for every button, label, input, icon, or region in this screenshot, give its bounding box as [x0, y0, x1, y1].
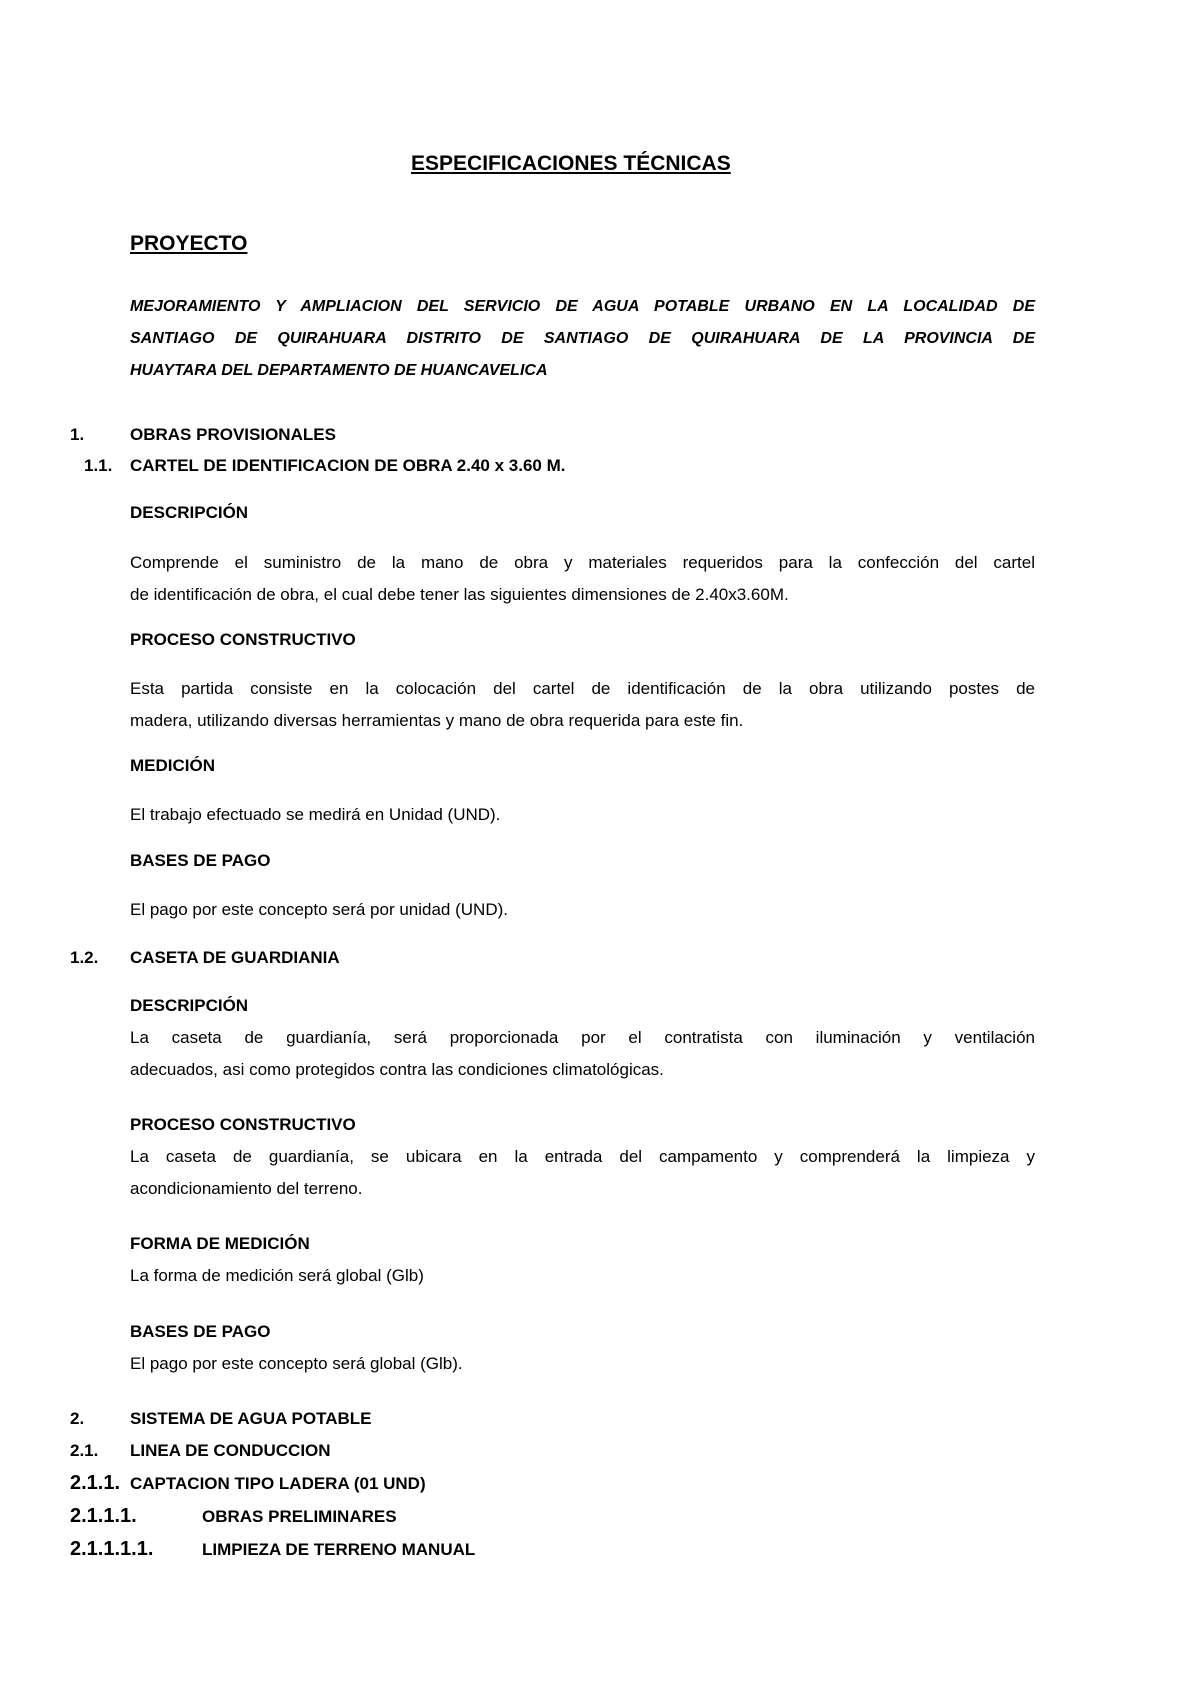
subsection-title: CAPTACION TIPO LADERA (01 UND): [130, 1474, 426, 1493]
descripcion-heading: DESCRIPCIÓN: [130, 503, 249, 522]
section-number: 1.: [70, 425, 85, 444]
descripcion-heading: DESCRIPCIÓN: [130, 996, 249, 1015]
paragraph-line: El pago por este concepto será global (Glb).: [130, 1354, 463, 1373]
section-title: OBRAS PROVISIONALES: [130, 425, 336, 444]
paragraph-line: adecuados, asi como protegidos contra las condiciones climatológicas.: [130, 1060, 664, 1079]
paragraph-line: madera, utilizando diversas herramientas y mano de obra requerida para este fin.: [130, 711, 744, 730]
proceso-heading: PROCESO CONSTRUCTIVO: [130, 630, 356, 649]
medicion-heading: MEDICIÓN: [130, 756, 215, 775]
proyecto-label: PROYECTO: [130, 232, 248, 255]
proceso-heading: PROCESO CONSTRUCTIVO: [130, 1115, 356, 1134]
proyecto-line-1: MEJORAMIENTO Y AMPLIACION DEL SERVICIO DE AGUA POTABLE URBANO EN LA LOCALIDAD DE: [130, 298, 1035, 315]
subsection-title: LINEA DE CONDUCCION: [130, 1441, 331, 1460]
subsection-number: 1.2.: [70, 948, 99, 967]
paragraph-line: La caseta de guardianía, se ubicara en la entrada del campamento y comprenderá la limpieza y: [130, 1147, 1035, 1166]
paragraph-line: La caseta de guardianía, será proporcionada por el contratista con iluminación y ventilación: [130, 1028, 1035, 1047]
section-number: 2.: [70, 1409, 85, 1428]
subsection-title: LIMPIEZA DE TERRENO MANUAL: [202, 1540, 476, 1559]
subsection-title: OBRAS PRELIMINARES: [202, 1507, 397, 1526]
paragraph-line: La forma de medición será global (Glb): [130, 1266, 424, 1285]
subsection-number: 2.1.1.1.: [70, 1505, 137, 1527]
proyecto-line-2: SANTIAGO DE QUIRAHUARA DISTRITO DE SANTIAGO DE QUIRAHUARA DE LA PROVINCIA DE: [130, 330, 1035, 347]
document-title: ESPECIFICACIONES TÉCNICAS: [411, 152, 731, 175]
paragraph-line: Esta partida consiste en la colocación del cartel de identificación de la obra utilizando postes de: [130, 679, 1035, 698]
paragraph-line: El trabajo efectuado se medirá en Unidad (UND).: [130, 805, 501, 824]
bases-pago-heading: BASES DE PAGO: [130, 851, 271, 870]
paragraph-line: de identificación de obra, el cual debe tener las siguientes dimensiones de 2.40x3.60M.: [130, 585, 789, 604]
paragraph-line: Comprende el suministro de la mano de obra y materiales requeridos para la confección del cartel: [130, 553, 1035, 572]
medicion-heading: FORMA DE MEDICIÓN: [130, 1234, 310, 1253]
proyecto-line-3: HUAYTARA DEL DEPARTAMENTO DE HUANCAVELICA: [130, 362, 548, 379]
section-title: SISTEMA DE AGUA POTABLE: [130, 1409, 372, 1428]
paragraph-line: acondicionamiento del terreno.: [130, 1179, 363, 1198]
subsection-number: 2.1.1.1.1.: [70, 1538, 154, 1560]
subsection-number: 2.1.: [70, 1441, 99, 1460]
subsection-title: CARTEL DE IDENTIFICACION DE OBRA 2.40 x 3.60 M.: [130, 456, 566, 475]
paragraph-line: El pago por este concepto será por unidad (UND).: [130, 900, 508, 919]
subsection-number: 2.1.1.: [70, 1472, 121, 1494]
subsection-number: 1.1.: [84, 456, 113, 475]
bases-pago-heading: BASES DE PAGO: [130, 1322, 271, 1341]
subsection-title: CASETA DE GUARDIANIA: [130, 948, 340, 967]
